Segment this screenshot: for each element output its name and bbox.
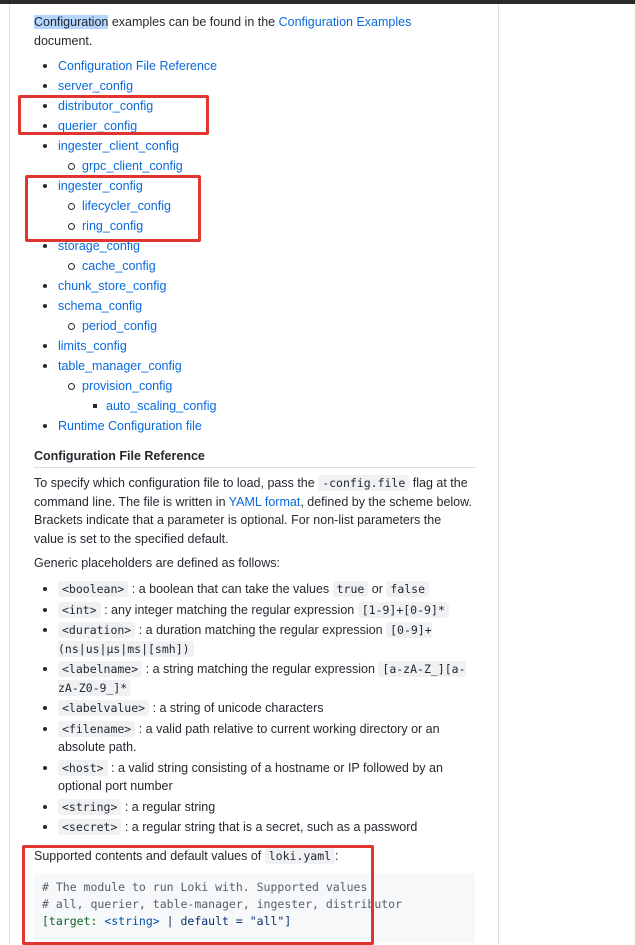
toc-link[interactable]: ingester_client_config [58, 139, 179, 153]
text: , defined by the scheme below. Brackets indicate that a parameter is optional. For non-list parameters the value is set to the specified default. [34, 494, 472, 546]
placeholder-code: <boolean> [58, 581, 128, 597]
toc-link[interactable]: auto_scaling_config [106, 399, 217, 413]
intro-text: examples can be found in the [108, 15, 279, 29]
config-flag-code: -config.file [318, 475, 409, 491]
toc-item [58, 376, 458, 396]
toc-link[interactable]: cache_config [82, 259, 156, 273]
highlight-box-distributor [18, 95, 209, 135]
placeholder-description: : a regular string [121, 799, 216, 814]
placeholder-item [58, 580, 468, 599]
placeholder-code: <string> [58, 799, 121, 815]
placeholder-description: : a regular string that is a secret, such as a password [121, 820, 418, 834]
text: To specify which configuration file to load, pass the [34, 476, 319, 490]
toc-link[interactable]: distributor_config [58, 99, 154, 113]
toc-item [58, 296, 458, 316]
code-value: "all" [249, 914, 285, 928]
configuration-examples-link[interactable]: Configuration Examples [278, 15, 412, 29]
regex-code: [0-9]+(ns|us|µs|ms|[smh]) [58, 623, 432, 656]
placeholder-code: <labelvalue> [58, 700, 149, 716]
placeholder-description: : a duration matching the regular expression [135, 623, 387, 637]
regex-code: [a-zA-Z_][a-zA-Z0-9_]* [58, 662, 466, 695]
regex-code: true [333, 581, 369, 597]
toc-link[interactable]: table_manager_config [58, 359, 182, 373]
section-heading: Configuration File Reference [34, 449, 475, 468]
placeholder-item [58, 621, 468, 658]
toc-item [58, 156, 458, 176]
placeholder-item [58, 660, 468, 697]
text: Supported contents and default values of [34, 849, 265, 863]
text: : [335, 849, 339, 863]
placeholder-item [58, 720, 468, 757]
yaml-format-link[interactable]: YAML format [228, 494, 301, 509]
value-code: false [386, 581, 429, 597]
toc-item [58, 256, 458, 276]
placeholder-description: : a boolean that can take the values [128, 582, 333, 596]
toc-link[interactable]: Runtime Configuration file [58, 419, 202, 433]
placeholder-description: : a valid string consisting of a hostname or IP followed by an optional port number [58, 760, 443, 793]
placeholder-description: : a valid path relative to current working directory or an absolute path. [58, 721, 440, 754]
toc-link[interactable]: Configuration File Reference [58, 59, 218, 73]
code-type: <string> [104, 914, 160, 928]
intro-paragraph [34, 13, 474, 50]
highlight-box-loki-yaml [22, 845, 374, 945]
toc-item [58, 276, 458, 296]
placeholder-list [58, 580, 468, 839]
toc-link[interactable]: ring_config [82, 219, 144, 233]
regex-code: [1-9]+[0-9]* [358, 602, 449, 618]
placeholder-code: <duration> [58, 622, 135, 638]
toc-item [58, 416, 458, 436]
toc-item [58, 396, 458, 416]
toc-item [58, 316, 458, 336]
placeholder-item [58, 699, 468, 718]
placeholder-description: : a string matching the regular expression [142, 662, 379, 676]
toc-item [58, 356, 458, 376]
toc-link[interactable]: provision_config [82, 379, 173, 393]
toc-item [58, 136, 458, 156]
placeholder-item [58, 759, 468, 796]
toc-link[interactable]: querier_config [58, 119, 138, 133]
placeholder-code: <filename> [58, 721, 135, 737]
placeholder-description: : a string of unicode characters [149, 701, 324, 715]
toc-link[interactable]: server_config [58, 79, 134, 93]
toc-link[interactable]: chunk_store_config [58, 279, 167, 293]
selected-text: Configuration [34, 15, 109, 29]
loki-yaml-code: loki.yaml [265, 848, 335, 864]
toc-link[interactable]: schema_config [58, 299, 143, 313]
placeholder-code: <secret> [58, 819, 121, 835]
toc-link[interactable]: limits_config [58, 339, 127, 353]
code-close: ] [284, 914, 292, 928]
text: flag at the command line. The file is written in [34, 476, 468, 509]
placeholder-description: : any integer matching the regular expression [100, 602, 358, 617]
placeholder-code: <host> [58, 760, 108, 776]
placeholder-item [58, 818, 468, 837]
toc-link[interactable]: ingester_config [58, 179, 143, 193]
placeholders-intro: Generic placeholders are defined as follows: [34, 556, 280, 570]
highlight-box-ingester [25, 175, 201, 242]
toc-item [58, 56, 458, 76]
placeholder-code: <labelname> [58, 661, 142, 677]
toc-link[interactable]: period_config [82, 319, 158, 333]
toc-link[interactable]: lifecycler_config [82, 199, 171, 213]
toc-link[interactable]: grpc_client_config [82, 159, 183, 173]
placeholder-code: <int> [58, 602, 101, 618]
toc-item [58, 76, 458, 96]
intro-text-end: document. [34, 33, 93, 48]
code-key: [target: [42, 914, 105, 928]
toc-item [58, 336, 458, 356]
placeholder-item [58, 601, 468, 620]
code-comment: # The module to run Loki with. Supported values [42, 880, 368, 894]
toc-link[interactable]: storage_config [58, 239, 141, 253]
code-comment: # all, querier, table-manager, ingester, distributor [42, 897, 403, 911]
code-default: | default = [159, 914, 250, 928]
placeholder-description: or [368, 582, 387, 596]
config-file-paragraph [34, 474, 474, 548]
placeholder-item [58, 798, 468, 817]
